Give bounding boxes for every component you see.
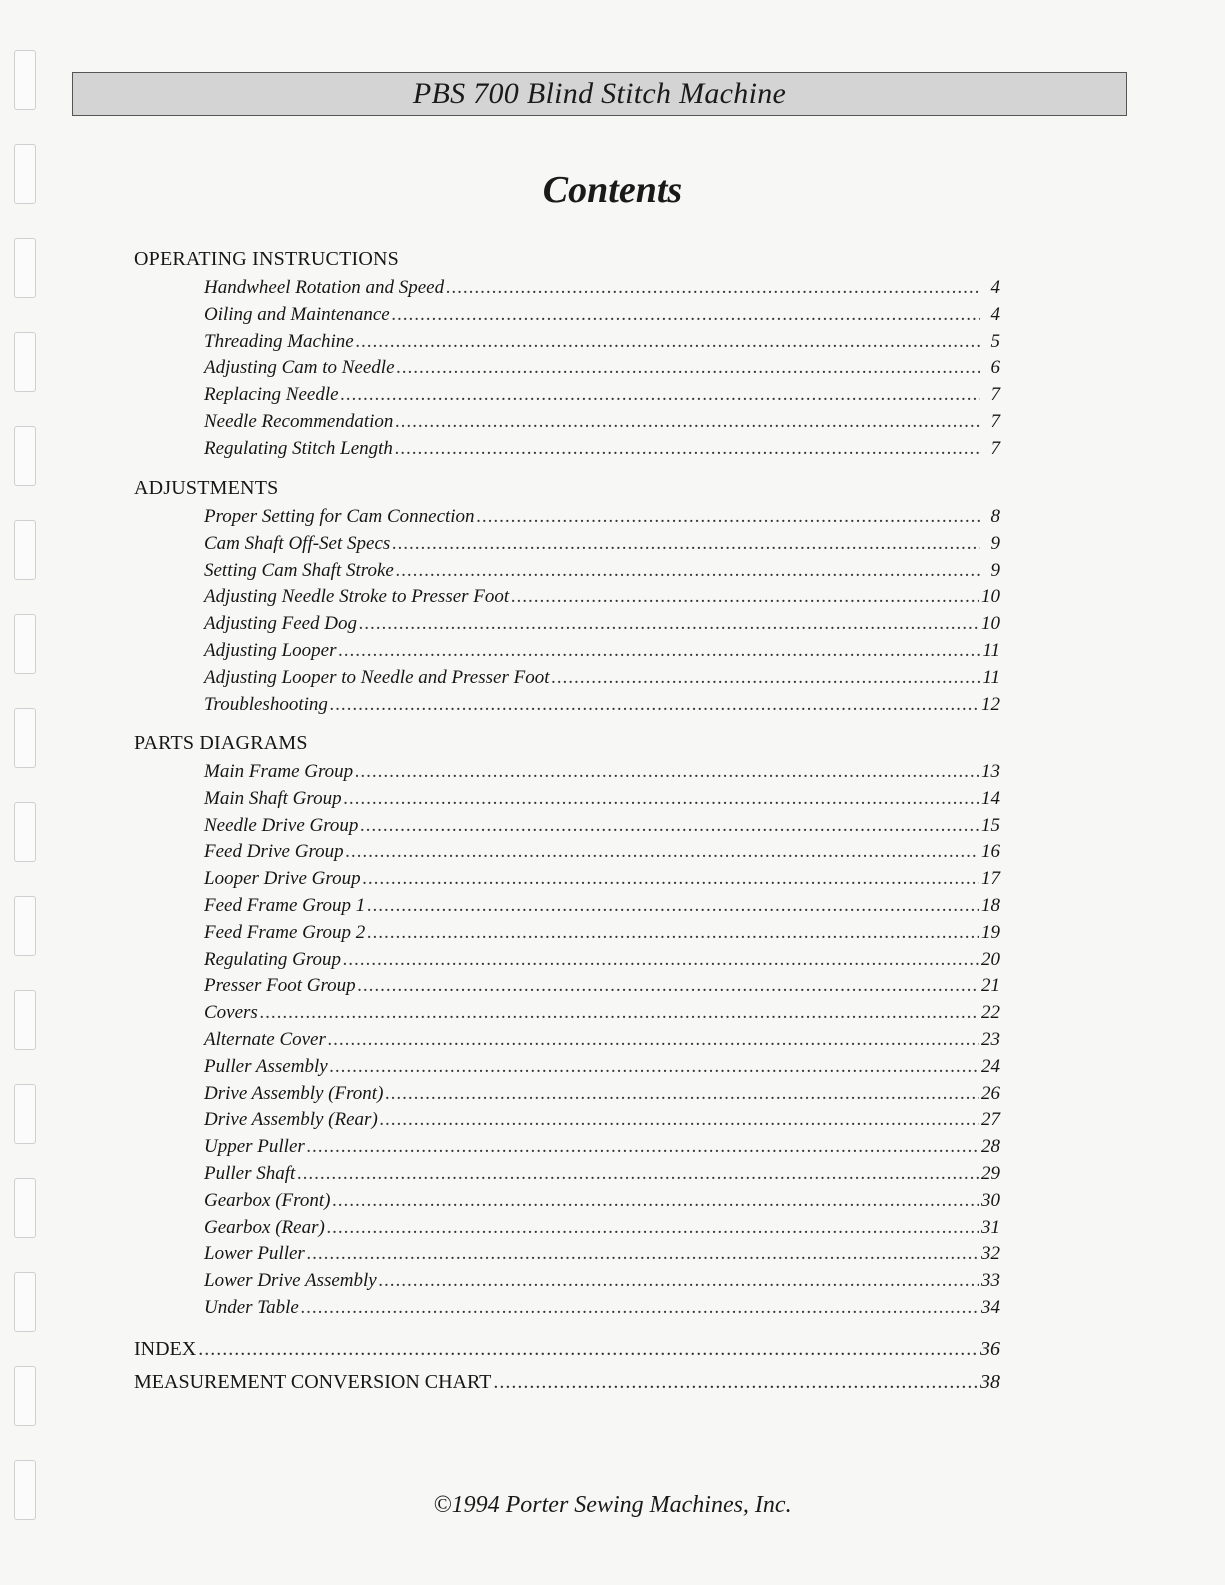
dot-leader	[392, 532, 980, 556]
toc-entry-page: 16	[981, 841, 1000, 863]
toc-entry-page: 32	[981, 1243, 1000, 1265]
toc-entry-label: Drive Assembly (Front)	[204, 1082, 384, 1104]
toc-entry-label: Main Frame Group	[204, 761, 354, 782]
toc-entry-page: 31	[981, 1216, 1000, 1238]
binding-hole	[14, 708, 36, 768]
toc-entry-label: Gearbox (Front)	[204, 1189, 331, 1211]
binding-hole	[14, 520, 36, 580]
toc-entry-page: 22	[981, 1002, 1000, 1024]
toc-entry[interactable]	[204, 921, 1000, 945]
toc-entry-label: INDEX	[134, 1338, 197, 1360]
toc-entry-label: Needle Recommendation	[204, 411, 394, 432]
toc-entry-label: Feed Frame Group 2	[204, 921, 366, 943]
dot-leader	[355, 760, 979, 784]
toc-entry[interactable]	[204, 276, 1000, 300]
toc-entry-page: 12	[981, 693, 1000, 715]
dot-leader	[297, 1162, 979, 1186]
binding-hole	[14, 990, 36, 1050]
toc-entry[interactable]	[204, 303, 1000, 327]
dot-leader	[307, 1135, 979, 1159]
dot-leader	[332, 1189, 979, 1213]
dot-leader	[356, 330, 980, 354]
dot-leader	[360, 814, 979, 838]
binding-hole	[14, 802, 36, 862]
toc-entry-page: 11	[982, 640, 1000, 661]
toc-entry-label: Lower Drive Assembly	[204, 1270, 377, 1292]
toc-entry-label: Presser Foot Group	[204, 975, 356, 997]
dot-leader	[363, 867, 979, 891]
binding-hole	[14, 1366, 36, 1426]
toc-entry-page: 9	[990, 532, 1000, 554]
toc-entry-page: 33	[981, 1270, 1000, 1292]
toc-entry-page: 24	[981, 1055, 1000, 1077]
toc-entry[interactable]	[204, 840, 1000, 864]
toc-entry-label: Adjusting Feed Dog	[204, 613, 358, 635]
toc-entry[interactable]	[204, 1162, 1000, 1186]
dot-leader	[396, 559, 980, 583]
toc-entry-label: Adjusting Looper	[204, 640, 337, 661]
toc-entry-label: Covers	[204, 1002, 258, 1024]
dot-leader	[552, 666, 981, 690]
toc-entry[interactable]	[204, 1001, 1000, 1025]
toc-entry[interactable]	[204, 666, 1000, 690]
toc-entry-page: 27	[981, 1109, 1000, 1131]
toc-entry-page: 29	[981, 1163, 1000, 1184]
dot-leader	[327, 1216, 979, 1240]
toc-entry-label: Proper Setting for Cam Connection	[204, 506, 475, 527]
dot-leader	[385, 1082, 979, 1106]
toc-entry-label: Gearbox (Rear)	[204, 1216, 325, 1238]
dot-leader	[367, 894, 979, 918]
dot-leader	[301, 1296, 979, 1320]
toc-entry-page: 15	[981, 814, 1000, 836]
dot-leader	[397, 356, 980, 380]
toc-entry-page: 21	[981, 975, 1000, 997]
dot-leader	[330, 693, 979, 717]
toc-entry-label: Threading Machine	[204, 330, 354, 352]
toc-entry-label: MEASUREMENT CONVERSION CHART	[134, 1371, 492, 1393]
dot-leader	[346, 840, 979, 864]
dot-leader	[307, 1242, 979, 1266]
binding-hole	[14, 896, 36, 956]
toc-entry-label: Drive Assembly (Rear)	[204, 1109, 378, 1131]
toc-entry[interactable]	[204, 948, 1000, 972]
toc-entry[interactable]	[204, 559, 1000, 583]
toc-entry-page: 5	[990, 330, 1000, 352]
toc-entry-page: 28	[981, 1136, 1000, 1158]
toc-entry-page: 14	[981, 787, 1000, 809]
dot-leader	[198, 1337, 978, 1361]
dot-leader	[379, 1269, 979, 1293]
toc-entry[interactable]	[204, 693, 1000, 717]
toc-entry[interactable]	[204, 1242, 1000, 1266]
toc-entry-page: 34	[981, 1297, 1000, 1318]
toc-entry[interactable]	[204, 974, 1000, 998]
toc-entry[interactable]	[204, 1296, 1000, 1320]
toc-entry-page: 4	[990, 277, 1000, 298]
binding-hole	[14, 238, 36, 298]
toc-entry-label: Feed Drive Group	[204, 841, 344, 863]
dot-leader	[338, 639, 980, 663]
toc-entry-label: Troubleshooting	[204, 693, 328, 715]
document-title: PBS 700 Blind Stitch Machine	[412, 77, 787, 110]
binding-hole	[14, 426, 36, 486]
toc-entry-label: Upper Puller	[204, 1136, 305, 1158]
toc-entry[interactable]	[204, 410, 1000, 434]
toc-entry[interactable]	[204, 1189, 1000, 1213]
toc-entry[interactable]	[204, 330, 1000, 354]
toc-entry-page: 11	[982, 666, 1000, 688]
toc-entry[interactable]	[204, 814, 1000, 838]
toc-entry-page: 7	[990, 384, 1000, 406]
toc-entry[interactable]	[204, 1055, 1000, 1079]
dot-leader	[359, 612, 979, 636]
toc-entry-page: 7	[990, 437, 1000, 459]
toc-entry-label: Handwheel Rotation and Speed	[204, 277, 445, 298]
binding-hole	[14, 332, 36, 392]
toc-entry[interactable]	[204, 1216, 1000, 1240]
toc-entry-page: 30	[981, 1189, 1000, 1211]
binding-hole	[14, 614, 36, 674]
toc-entry-page: 19	[981, 921, 1000, 943]
toc-entry-page: 36	[980, 1338, 1000, 1360]
toc-entry[interactable]	[204, 437, 1000, 461]
toc-entry-label: Looper Drive Group	[204, 868, 361, 890]
dot-leader	[341, 383, 980, 407]
toc-entry-label: Alternate Cover	[204, 1029, 326, 1050]
section-heading: ADJUSTMENTS	[134, 477, 279, 499]
dot-leader	[511, 585, 979, 609]
dot-leader	[330, 1055, 979, 1079]
toc-entry-page: 17	[981, 868, 1000, 890]
toc-entry-page: 8	[990, 506, 1000, 527]
dot-leader	[344, 787, 979, 811]
toc-entry[interactable]	[204, 532, 1000, 556]
binding-holes	[14, 50, 42, 1580]
dot-leader	[446, 276, 980, 300]
dot-leader	[395, 410, 980, 434]
toc-entry-label: Regulating Group	[204, 948, 342, 970]
toc-entry-label: Adjusting Looper to Needle and Presser Foot	[204, 666, 550, 688]
binding-hole	[14, 1178, 36, 1238]
toc-entry-page: 13	[981, 761, 1000, 782]
toc-entry-page: 9	[990, 559, 1000, 581]
dot-leader	[328, 1028, 979, 1052]
toc-entry[interactable]	[204, 867, 1000, 891]
dot-leader	[367, 921, 979, 945]
toc-entry-label: Puller Shaft	[204, 1163, 296, 1184]
toc-entry-page: 6	[990, 357, 1000, 379]
toc-entry[interactable]	[204, 1269, 1000, 1293]
toc-entry[interactable]	[204, 787, 1000, 811]
binding-hole	[14, 1084, 36, 1144]
toc-entry-page: 4	[990, 303, 1000, 325]
toc-entry[interactable]	[204, 1108, 1000, 1132]
toc-entry-label: Replacing Needle	[204, 384, 339, 406]
dot-leader	[395, 437, 980, 461]
toc-entry-label: Setting Cam Shaft Stroke	[204, 559, 394, 581]
toc-entry-page: 38	[980, 1371, 1000, 1393]
binding-hole	[14, 50, 36, 110]
dot-leader	[260, 1001, 979, 1025]
toc-entry[interactable]	[204, 1082, 1000, 1106]
dot-leader	[493, 1370, 978, 1394]
toc-entry-label: Needle Drive Group	[204, 814, 359, 836]
toc-entry-label: Oiling and Maintenance	[204, 303, 390, 325]
toc-entry-page: 10	[981, 613, 1000, 635]
section-heading: OPERATING INSTRUCTIONS	[134, 248, 399, 270]
toc-entry[interactable]	[204, 639, 1000, 663]
binding-hole	[14, 1272, 36, 1332]
toc-entry-label: Feed Frame Group 1	[204, 895, 366, 916]
toc-entry-page: 26	[981, 1082, 1000, 1104]
toc-entry-label: Adjusting Needle Stroke to Presser Foot	[204, 586, 510, 608]
toc-entry[interactable]	[204, 1028, 1000, 1052]
toc-entry-label: Regulating Stitch Length	[204, 437, 393, 459]
toc-entry-page: 18	[981, 895, 1000, 916]
toc-entry-page: 7	[990, 411, 1000, 432]
toc-entry-label: Under Table	[204, 1297, 299, 1318]
toc-entry[interactable]	[204, 356, 1000, 380]
toc-entry-label: Puller Assembly	[204, 1055, 328, 1077]
copyright-footer: ©1994 Porter Sewing Machines, Inc.	[433, 1492, 792, 1518]
contents-heading: Contents	[542, 169, 683, 211]
dot-leader	[477, 505, 980, 529]
dot-leader	[392, 303, 980, 327]
toc-entry-label: Lower Puller	[204, 1243, 305, 1265]
toc-entry-label: Cam Shaft Off-Set Specs	[204, 532, 391, 554]
toc-entry-page: 23	[981, 1029, 1000, 1050]
toc-entry-page: 10	[981, 586, 1000, 608]
toc-entry[interactable]	[204, 383, 1000, 407]
toc-entry[interactable]	[204, 612, 1000, 636]
toc-entry[interactable]	[204, 894, 1000, 918]
toc-top-entry[interactable]	[134, 1370, 1000, 1394]
dot-leader	[358, 974, 979, 998]
toc-entry[interactable]	[204, 585, 1000, 609]
toc-entry-label: Adjusting Cam to Needle	[204, 357, 395, 379]
dot-leader	[343, 948, 979, 972]
toc-entry-page: 20	[981, 948, 1000, 970]
toc-entry[interactable]	[204, 1135, 1000, 1159]
toc-top-entry[interactable]	[134, 1337, 1000, 1361]
toc-entry[interactable]	[204, 505, 1000, 529]
dot-leader	[380, 1108, 979, 1132]
header-title-bar	[72, 72, 1127, 116]
toc-entry-label: Main Shaft Group	[204, 787, 342, 809]
toc-entry[interactable]	[204, 760, 1000, 784]
section-heading: PARTS DIAGRAMS	[134, 732, 308, 754]
